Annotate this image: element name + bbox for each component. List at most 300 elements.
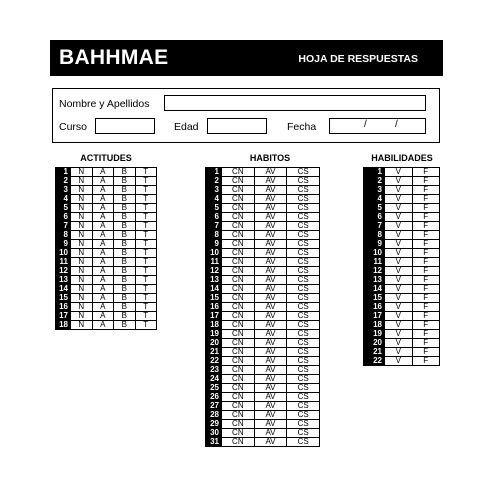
answer-option-f[interactable]: F <box>412 357 440 366</box>
answer-option-a[interactable]: A <box>92 231 114 240</box>
answer-option-av[interactable]: AV <box>254 240 287 249</box>
answer-option-cs[interactable]: CS <box>287 384 320 393</box>
question-number: 10 <box>56 249 71 258</box>
answer-option-v[interactable]: V <box>385 294 413 303</box>
answer-option-v[interactable]: V <box>385 303 413 312</box>
answer-option-t[interactable]: T <box>135 222 157 231</box>
habitos-answer-grid <box>205 167 320 447</box>
answer-option-f[interactable]: F <box>412 204 440 213</box>
answer-option-cn[interactable]: CN <box>222 420 255 429</box>
answer-option-av[interactable]: AV <box>254 222 287 231</box>
answer-option-v[interactable]: V <box>385 330 413 339</box>
answer-option-v[interactable]: V <box>385 231 413 240</box>
answer-option-cn[interactable]: CN <box>222 231 255 240</box>
answer-option-b[interactable]: B <box>114 195 136 204</box>
actitudes-answer-row <box>56 213 157 222</box>
question-number: 4 <box>56 195 71 204</box>
answer-option-v[interactable]: V <box>385 321 413 330</box>
answer-option-b[interactable]: B <box>114 303 136 312</box>
answer-option-v[interactable]: V <box>385 276 413 285</box>
answer-option-b[interactable]: B <box>114 312 136 321</box>
brand-title: BAHHMAE <box>59 46 169 69</box>
habilidades-answer-row <box>364 186 440 195</box>
answer-option-t[interactable]: T <box>135 276 157 285</box>
question-number: 29 <box>206 420 222 429</box>
question-number: 22 <box>364 357 385 366</box>
answer-option-v[interactable]: V <box>385 249 413 258</box>
answer-option-cs[interactable]: CS <box>287 177 320 186</box>
section-title-actitudes: ACTITUDES <box>80 153 132 163</box>
answer-option-cn[interactable]: CN <box>222 258 255 267</box>
answer-option-cs[interactable]: CS <box>287 168 320 177</box>
answer-option-f[interactable]: F <box>412 168 440 177</box>
answer-option-v[interactable]: V <box>385 177 413 186</box>
answer-option-cn[interactable]: CN <box>222 321 255 330</box>
answer-option-n[interactable]: N <box>71 177 93 186</box>
answer-option-av[interactable]: AV <box>254 420 287 429</box>
answer-option-cs[interactable]: CS <box>287 312 320 321</box>
answer-option-f[interactable]: F <box>412 195 440 204</box>
answer-option-av[interactable]: AV <box>254 330 287 339</box>
answer-option-f[interactable]: F <box>412 276 440 285</box>
question-number: 15 <box>56 294 71 303</box>
answer-option-cn[interactable]: CN <box>222 195 255 204</box>
actitudes-answer-row <box>56 204 157 213</box>
answer-option-a[interactable]: A <box>92 186 114 195</box>
answer-option-a[interactable]: A <box>92 213 114 222</box>
answer-option-b[interactable]: B <box>114 222 136 231</box>
answer-option-cs[interactable]: CS <box>287 429 320 438</box>
answer-option-cn[interactable]: CN <box>222 411 255 420</box>
answer-option-cn[interactable]: CN <box>222 393 255 402</box>
actitudes-answer-row <box>56 195 157 204</box>
answer-option-v[interactable]: V <box>385 348 413 357</box>
answer-option-v[interactable]: V <box>385 339 413 348</box>
question-number: 17 <box>56 312 71 321</box>
answer-option-a[interactable]: A <box>92 168 114 177</box>
question-number: 6 <box>364 213 385 222</box>
answer-option-f[interactable]: F <box>412 186 440 195</box>
section-title-habitos: HABITOS <box>249 153 291 163</box>
answer-option-n[interactable]: N <box>71 240 93 249</box>
answer-option-f[interactable]: F <box>412 339 440 348</box>
answer-option-cn[interactable]: CN <box>222 249 255 258</box>
habilidades-answer-row <box>364 357 440 366</box>
answer-option-av[interactable]: AV <box>254 438 287 447</box>
answer-option-v[interactable]: V <box>385 267 413 276</box>
answer-option-av[interactable]: AV <box>254 258 287 267</box>
answer-option-cn[interactable]: CN <box>222 339 255 348</box>
answer-option-av[interactable]: AV <box>254 276 287 285</box>
answer-option-av[interactable]: AV <box>254 195 287 204</box>
answer-option-f[interactable]: F <box>412 249 440 258</box>
answer-option-a[interactable]: A <box>92 321 114 330</box>
answer-option-av[interactable]: AV <box>254 393 287 402</box>
answer-option-b[interactable]: B <box>114 240 136 249</box>
question-number: 3 <box>364 186 385 195</box>
answer-option-cs[interactable]: CS <box>287 303 320 312</box>
answer-option-cn[interactable]: CN <box>222 285 255 294</box>
question-number: 6 <box>206 213 222 222</box>
answer-option-cs[interactable]: CS <box>287 294 320 303</box>
answer-option-t[interactable]: T <box>135 186 157 195</box>
answer-option-cn[interactable]: CN <box>222 276 255 285</box>
answer-option-cs[interactable]: CS <box>287 438 320 447</box>
question-number: 11 <box>206 258 222 267</box>
answer-option-n[interactable]: N <box>71 168 93 177</box>
answer-option-b[interactable]: B <box>114 267 136 276</box>
answer-option-v[interactable]: V <box>385 258 413 267</box>
answer-option-a[interactable]: A <box>92 312 114 321</box>
answer-option-f[interactable]: F <box>412 348 440 357</box>
question-number: 5 <box>206 204 222 213</box>
answer-option-b[interactable]: B <box>114 213 136 222</box>
question-number: 13 <box>56 276 71 285</box>
answer-option-n[interactable]: N <box>71 294 93 303</box>
answer-option-t[interactable]: T <box>135 168 157 177</box>
actitudes-answer-row <box>56 231 157 240</box>
answer-option-a[interactable]: A <box>92 303 114 312</box>
question-number: 18 <box>364 321 385 330</box>
answer-option-a[interactable]: A <box>92 285 114 294</box>
question-number: 7 <box>364 222 385 231</box>
question-number: 4 <box>206 195 222 204</box>
answer-option-a[interactable]: A <box>92 267 114 276</box>
answer-option-v[interactable]: V <box>385 195 413 204</box>
question-number: 3 <box>206 186 222 195</box>
answer-option-b[interactable]: B <box>114 177 136 186</box>
answer-option-cn[interactable]: CN <box>222 177 255 186</box>
answer-option-f[interactable]: F <box>412 231 440 240</box>
question-number: 25 <box>206 384 222 393</box>
answer-option-n[interactable]: N <box>71 285 93 294</box>
date-separator: / <box>364 119 367 130</box>
answer-option-n[interactable]: N <box>71 321 93 330</box>
answer-option-cn[interactable]: CN <box>222 303 255 312</box>
answer-option-cn[interactable]: CN <box>222 429 255 438</box>
question-number: 2 <box>364 177 385 186</box>
date-field[interactable] <box>329 118 426 134</box>
course-field[interactable] <box>95 118 155 134</box>
header-bar <box>50 40 443 76</box>
answer-option-v[interactable]: V <box>385 285 413 294</box>
answer-option-cn[interactable]: CN <box>222 213 255 222</box>
answer-option-cn[interactable]: CN <box>222 438 255 447</box>
answer-option-b[interactable]: B <box>114 321 136 330</box>
answer-option-cn[interactable]: CN <box>222 312 255 321</box>
answer-option-cn[interactable]: CN <box>222 267 255 276</box>
answer-option-f[interactable]: F <box>412 267 440 276</box>
actitudes-answer-row <box>56 249 157 258</box>
question-number: 9 <box>56 240 71 249</box>
question-number: 13 <box>206 276 222 285</box>
answer-option-cs[interactable]: CS <box>287 348 320 357</box>
answer-option-cs[interactable]: CS <box>287 393 320 402</box>
answer-option-t[interactable]: T <box>135 177 157 186</box>
answer-option-b[interactable]: B <box>114 249 136 258</box>
answer-option-cn[interactable]: CN <box>222 240 255 249</box>
answer-option-av[interactable]: AV <box>254 213 287 222</box>
answer-option-t[interactable]: T <box>135 249 157 258</box>
course-label: Curso <box>59 121 88 133</box>
answer-option-cs[interactable]: CS <box>287 375 320 384</box>
answer-option-a[interactable]: A <box>92 249 114 258</box>
answer-option-n[interactable]: N <box>71 222 93 231</box>
answer-option-cs[interactable]: CS <box>287 357 320 366</box>
actitudes-answer-row <box>56 186 157 195</box>
answer-option-cs[interactable]: CS <box>287 366 320 375</box>
answer-option-n[interactable]: N <box>71 231 93 240</box>
answer-option-av[interactable]: AV <box>254 231 287 240</box>
habilidades-answer-row <box>364 231 440 240</box>
answer-option-av[interactable]: AV <box>254 267 287 276</box>
habilidades-answer-row <box>364 213 440 222</box>
actitudes-answer-grid <box>55 167 157 330</box>
answer-option-cs[interactable]: CS <box>287 186 320 195</box>
answer-option-v[interactable]: V <box>385 213 413 222</box>
answer-option-cs[interactable]: CS <box>287 249 320 258</box>
answer-option-b[interactable]: B <box>114 231 136 240</box>
answer-option-n[interactable]: N <box>71 258 93 267</box>
answer-option-cs[interactable]: CS <box>287 420 320 429</box>
question-number: 15 <box>364 294 385 303</box>
answer-option-t[interactable]: T <box>135 195 157 204</box>
answer-option-f[interactable]: F <box>412 213 440 222</box>
answer-option-cs[interactable]: CS <box>287 321 320 330</box>
answer-option-n[interactable]: N <box>71 267 93 276</box>
answer-option-b[interactable]: B <box>114 204 136 213</box>
answer-option-f[interactable]: F <box>412 222 440 231</box>
question-number: 14 <box>364 285 385 294</box>
answer-option-a[interactable]: A <box>92 240 114 249</box>
answer-option-f[interactable]: F <box>412 303 440 312</box>
answer-option-f[interactable]: F <box>412 177 440 186</box>
actitudes-answer-row <box>56 267 157 276</box>
question-number: 8 <box>364 231 385 240</box>
answer-option-av[interactable]: AV <box>254 168 287 177</box>
date-separator: / <box>395 119 398 130</box>
question-number: 1 <box>56 168 71 177</box>
answer-option-v[interactable]: V <box>385 186 413 195</box>
answer-option-cn[interactable]: CN <box>222 384 255 393</box>
actitudes-answer-row <box>56 258 157 267</box>
section-title-habilidades: HABILIDADES <box>371 153 433 163</box>
answer-option-n[interactable]: N <box>71 276 93 285</box>
answer-option-t[interactable]: T <box>135 321 157 330</box>
answer-option-cs[interactable]: CS <box>287 231 320 240</box>
answer-option-av[interactable]: AV <box>254 339 287 348</box>
actitudes-answer-row <box>56 294 157 303</box>
answer-option-cs[interactable]: CS <box>287 285 320 294</box>
question-number: 16 <box>206 303 222 312</box>
answer-option-av[interactable]: AV <box>254 411 287 420</box>
answer-option-b[interactable]: B <box>114 186 136 195</box>
answer-option-cs[interactable]: CS <box>287 411 320 420</box>
answer-option-a[interactable]: A <box>92 177 114 186</box>
age-label: Edad <box>174 121 199 133</box>
answer-option-cn[interactable]: CN <box>222 375 255 384</box>
date-label: Fecha <box>287 121 317 133</box>
answer-option-n[interactable]: N <box>71 249 93 258</box>
question-number: 30 <box>206 429 222 438</box>
habitos-answer-row <box>206 438 320 447</box>
actitudes-answer-row <box>56 240 157 249</box>
answer-option-av[interactable]: AV <box>254 303 287 312</box>
answer-option-a[interactable]: A <box>92 195 114 204</box>
question-number: 15 <box>206 294 222 303</box>
answer-option-t[interactable]: T <box>135 267 157 276</box>
question-number: 2 <box>206 177 222 186</box>
answer-option-n[interactable]: N <box>71 186 93 195</box>
answer-option-cs[interactable]: CS <box>287 402 320 411</box>
answer-option-f[interactable]: F <box>412 330 440 339</box>
answer-option-n[interactable]: N <box>71 312 93 321</box>
answer-option-cn[interactable]: CN <box>222 402 255 411</box>
question-number: 22 <box>206 357 222 366</box>
question-number: 7 <box>56 222 71 231</box>
answer-option-av[interactable]: AV <box>254 177 287 186</box>
answer-option-av[interactable]: AV <box>254 285 287 294</box>
question-number: 24 <box>206 375 222 384</box>
answer-option-av[interactable]: AV <box>254 366 287 375</box>
answer-option-av[interactable]: AV <box>254 402 287 411</box>
answer-option-f[interactable]: F <box>412 294 440 303</box>
answer-option-cs[interactable]: CS <box>287 330 320 339</box>
answer-option-cs[interactable]: CS <box>287 339 320 348</box>
answer-option-t[interactable]: T <box>135 231 157 240</box>
question-number: 27 <box>206 402 222 411</box>
question-number: 10 <box>364 249 385 258</box>
question-number: 8 <box>206 231 222 240</box>
answer-option-v[interactable]: V <box>385 222 413 231</box>
answer-option-t[interactable]: T <box>135 303 157 312</box>
answer-option-cs[interactable]: CS <box>287 222 320 231</box>
answer-option-av[interactable]: AV <box>254 204 287 213</box>
answer-option-cn[interactable]: CN <box>222 357 255 366</box>
answer-option-a[interactable]: A <box>92 204 114 213</box>
answer-option-a[interactable]: A <box>92 258 114 267</box>
answer-option-t[interactable]: T <box>135 285 157 294</box>
answer-option-v[interactable]: V <box>385 312 413 321</box>
answer-option-v[interactable]: V <box>385 357 413 366</box>
actitudes-answer-row <box>56 168 157 177</box>
answer-option-b[interactable]: B <box>114 276 136 285</box>
answer-option-av[interactable]: AV <box>254 186 287 195</box>
question-number: 9 <box>206 240 222 249</box>
answer-option-b[interactable]: B <box>114 168 136 177</box>
answer-option-av[interactable]: AV <box>254 321 287 330</box>
answer-option-t[interactable]: T <box>135 240 157 249</box>
answer-option-v[interactable]: V <box>385 240 413 249</box>
answer-option-b[interactable]: B <box>114 294 136 303</box>
answer-option-f[interactable]: F <box>412 312 440 321</box>
answer-option-cs[interactable]: CS <box>287 213 320 222</box>
question-number: 18 <box>56 321 71 330</box>
answer-option-cs[interactable]: CS <box>287 195 320 204</box>
answer-option-cn[interactable]: CN <box>222 186 255 195</box>
answer-option-av[interactable]: AV <box>254 249 287 258</box>
actitudes-answer-row <box>56 276 157 285</box>
answer-option-v[interactable]: V <box>385 204 413 213</box>
question-number: 5 <box>56 204 71 213</box>
question-number: 19 <box>206 330 222 339</box>
question-number: 17 <box>364 312 385 321</box>
answer-option-av[interactable]: AV <box>254 348 287 357</box>
question-number: 6 <box>56 213 71 222</box>
question-number: 17 <box>206 312 222 321</box>
question-number: 10 <box>206 249 222 258</box>
answer-option-cs[interactable]: CS <box>287 276 320 285</box>
actitudes-answer-row <box>56 303 157 312</box>
answer-option-cs[interactable]: CS <box>287 267 320 276</box>
name-field[interactable] <box>164 95 426 111</box>
age-field[interactable] <box>207 118 267 134</box>
answer-option-n[interactable]: N <box>71 204 93 213</box>
answer-option-b[interactable]: B <box>114 285 136 294</box>
answer-option-v[interactable]: V <box>385 168 413 177</box>
answer-option-cn[interactable]: CN <box>222 222 255 231</box>
question-number: 20 <box>206 339 222 348</box>
answer-option-av[interactable]: AV <box>254 429 287 438</box>
answer-option-t[interactable]: T <box>135 312 157 321</box>
answer-option-cs[interactable]: CS <box>287 204 320 213</box>
answer-option-f[interactable]: F <box>412 240 440 249</box>
actitudes-answer-row <box>56 177 157 186</box>
habilidades-answer-row <box>364 222 440 231</box>
answer-option-t[interactable]: T <box>135 294 157 303</box>
answer-option-av[interactable]: AV <box>254 375 287 384</box>
answer-option-t[interactable]: T <box>135 204 157 213</box>
question-number: 1 <box>206 168 222 177</box>
answer-option-t[interactable]: T <box>135 258 157 267</box>
answer-option-n[interactable]: N <box>71 303 93 312</box>
answer-option-av[interactable]: AV <box>254 312 287 321</box>
habilidades-answer-row <box>364 195 440 204</box>
answer-option-cn[interactable]: CN <box>222 294 255 303</box>
answer-option-cn[interactable]: CN <box>222 366 255 375</box>
question-number: 12 <box>364 267 385 276</box>
answer-option-av[interactable]: AV <box>254 357 287 366</box>
answer-option-b[interactable]: B <box>114 258 136 267</box>
answer-option-cs[interactable]: CS <box>287 258 320 267</box>
answer-option-n[interactable]: N <box>71 195 93 204</box>
answer-option-f[interactable]: F <box>412 285 440 294</box>
answer-option-a[interactable]: A <box>92 222 114 231</box>
answer-option-cs[interactable]: CS <box>287 240 320 249</box>
answer-option-a[interactable]: A <box>92 276 114 285</box>
question-number: 7 <box>206 222 222 231</box>
question-number: 3 <box>56 186 71 195</box>
answer-option-f[interactable]: F <box>412 258 440 267</box>
question-number: 4 <box>364 195 385 204</box>
answer-option-f[interactable]: F <box>412 321 440 330</box>
answer-option-cn[interactable]: CN <box>222 330 255 339</box>
question-number: 18 <box>206 321 222 330</box>
answer-option-cn[interactable]: CN <box>222 204 255 213</box>
answer-option-n[interactable]: N <box>71 213 93 222</box>
name-label: Nombre y Apellidos <box>59 98 150 110</box>
answer-option-a[interactable]: A <box>92 294 114 303</box>
answer-option-cn[interactable]: CN <box>222 348 255 357</box>
answer-option-t[interactable]: T <box>135 213 157 222</box>
question-number: 26 <box>206 393 222 402</box>
answer-option-cn[interactable]: CN <box>222 168 255 177</box>
answer-option-av[interactable]: AV <box>254 384 287 393</box>
question-number: 1 <box>364 168 385 177</box>
actitudes-answer-row <box>56 321 157 330</box>
answer-option-av[interactable]: AV <box>254 294 287 303</box>
question-number: 21 <box>364 348 385 357</box>
